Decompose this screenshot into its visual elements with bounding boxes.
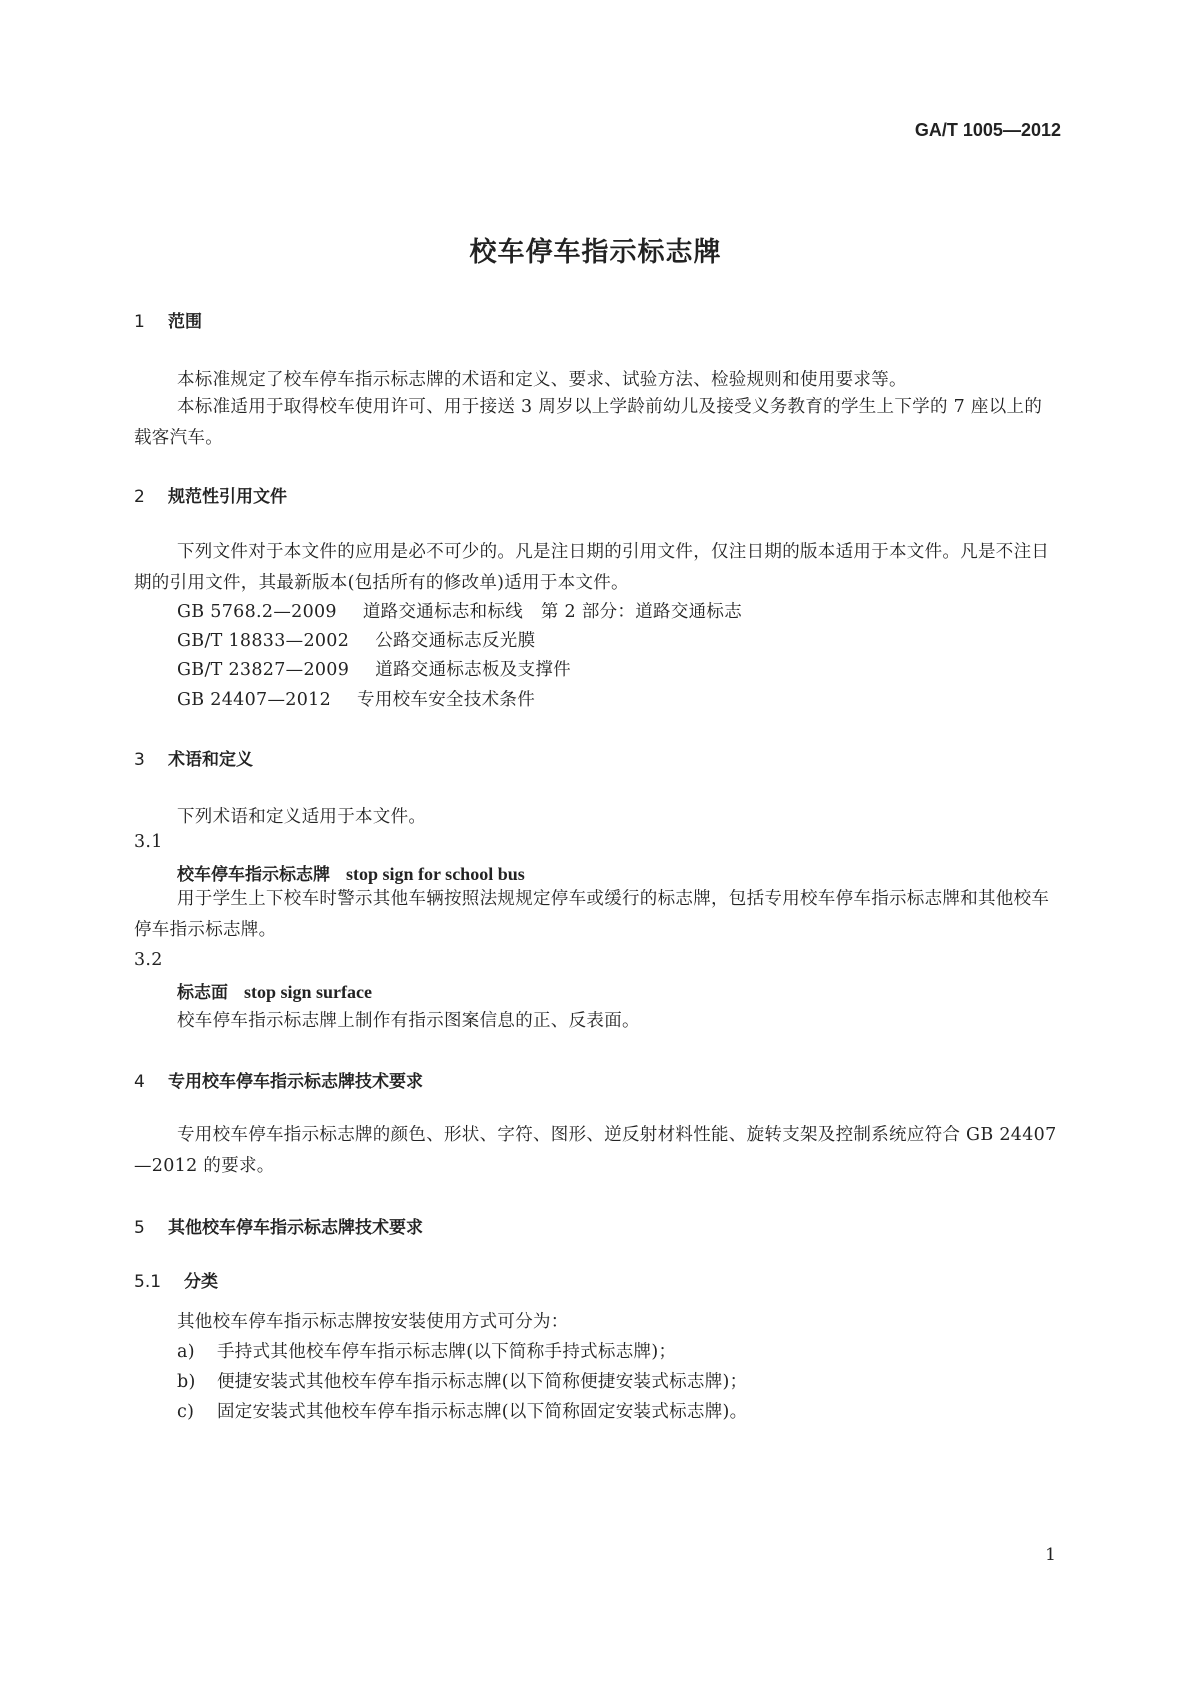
section-title: 规范性引用文件 bbox=[168, 487, 287, 507]
list-label: c) bbox=[177, 1402, 195, 1422]
list-text: 便捷安装式其他校车停车指示标志牌(以下简称便捷安装式标志牌)； bbox=[217, 1372, 748, 1392]
section-5-heading bbox=[134, 1213, 423, 1238]
paragraph-text: 下列文件对于本文件的应用是必不可少的。凡是注日期的引用文件，仅注日期的版本适用于本文件。凡是不注日期的引用文件，其最新版本(包括所有的修改单)适用于本文件。 bbox=[134, 542, 1050, 593]
term-definition bbox=[134, 884, 1059, 946]
reference-item bbox=[177, 627, 535, 652]
reference-title: 专用校车安全技术条件 bbox=[357, 690, 536, 710]
paragraph-text: 用于学生上下校车时警示其他车辆按照法规规定停车或缓行的标志牌，包括专用校车停车指示标志牌和其他校车停车指示标志牌。 bbox=[134, 889, 1050, 940]
section-2-intro bbox=[134, 537, 1059, 599]
subsection-title: 分类 bbox=[184, 1272, 218, 1292]
section-1-paragraph-1: 本标准规定了校车停车指示标志牌的术语和定义、要求、试验方法、检验规则和使用要求等。 bbox=[177, 370, 907, 390]
term-en: stop sign for school bus bbox=[346, 864, 525, 884]
reference-code: GB/T 23827—2009 bbox=[177, 660, 350, 680]
section-title: 其他校车停车指示标志牌技术要求 bbox=[168, 1218, 423, 1238]
page-number: 1 bbox=[1045, 1545, 1056, 1565]
section-1-paragraph-2 bbox=[134, 392, 1059, 454]
section-3-heading bbox=[134, 745, 253, 770]
reference-item bbox=[177, 686, 535, 711]
reference-item bbox=[177, 656, 571, 681]
term-definition: 校车停车指示标志牌上制作有指示图案信息的正、反表面。 bbox=[177, 1011, 640, 1031]
term-heading bbox=[177, 978, 372, 1003]
paragraph-text: 专用校车停车指示标志牌的颜色、形状、字符、图形、逆反射材料性能、旋转支架及控制系统应符合 GB 24407—2012 的要求。 bbox=[134, 1125, 1057, 1176]
reference-code: GB 24407—2012 bbox=[177, 690, 332, 710]
section-2-heading bbox=[134, 482, 287, 507]
list-label: b) bbox=[177, 1372, 196, 1392]
section-3-intro: 下列术语和定义适用于本文件。 bbox=[177, 807, 427, 827]
section-4-heading bbox=[134, 1067, 423, 1092]
list-text: 手持式其他校车停车指示标志牌(以下简称手持式标志牌)； bbox=[217, 1342, 677, 1362]
section-number: 3 bbox=[134, 750, 145, 770]
list-text: 固定安装式其他校车停车指示标志牌(以下简称固定安装式标志牌)。 bbox=[217, 1402, 748, 1422]
section-number: 2 bbox=[134, 487, 145, 507]
section-number: 1 bbox=[134, 312, 145, 332]
section-title: 范围 bbox=[168, 312, 202, 332]
section-title: 术语和定义 bbox=[168, 750, 253, 770]
term-en: stop sign surface bbox=[244, 982, 373, 1002]
term-number: 3.1 bbox=[134, 832, 163, 852]
paragraph-text: 本标准适用于取得校车使用许可、用于接送 3 周岁以上学龄前幼儿及接受义务教育的学生上下学的 7 座以上的载客汽车。 bbox=[134, 397, 1043, 448]
document-title: 校车停车指示标志牌 bbox=[469, 237, 722, 268]
section-title: 专用校车停车指示标志牌技术要求 bbox=[168, 1072, 423, 1092]
section-4-paragraph bbox=[134, 1120, 1059, 1182]
list-item bbox=[177, 1398, 747, 1423]
section-number: 5 bbox=[134, 1218, 145, 1238]
term-zh: 标志面 bbox=[177, 983, 228, 1003]
reference-title: 道路交通标志板及支撑件 bbox=[375, 660, 571, 680]
standard-number: GA/T 1005—2012 bbox=[914, 120, 1061, 140]
section-1-heading bbox=[134, 307, 202, 332]
list-label: a) bbox=[177, 1342, 195, 1362]
term-heading bbox=[177, 860, 525, 885]
list-item bbox=[177, 1368, 747, 1393]
section-5-intro: 其他校车停车指示标志牌按安装使用方式可分为： bbox=[177, 1312, 569, 1332]
term-number: 3.2 bbox=[134, 950, 163, 970]
reference-code: GB 5768.2—2009 bbox=[177, 602, 337, 622]
section-number: 4 bbox=[134, 1072, 145, 1092]
reference-item bbox=[177, 598, 742, 623]
reference-code: GB/T 18833—2002 bbox=[177, 631, 350, 651]
reference-title: 公路交通标志反光膜 bbox=[375, 631, 536, 651]
reference-title: 道路交通标志和标线 第 2 部分：道路交通标志 bbox=[362, 602, 743, 622]
subsection-5-1-heading bbox=[134, 1267, 218, 1292]
term-zh: 校车停车指示标志牌 bbox=[177, 865, 330, 885]
subsection-number: 5.1 bbox=[134, 1272, 162, 1292]
list-item bbox=[177, 1338, 676, 1363]
